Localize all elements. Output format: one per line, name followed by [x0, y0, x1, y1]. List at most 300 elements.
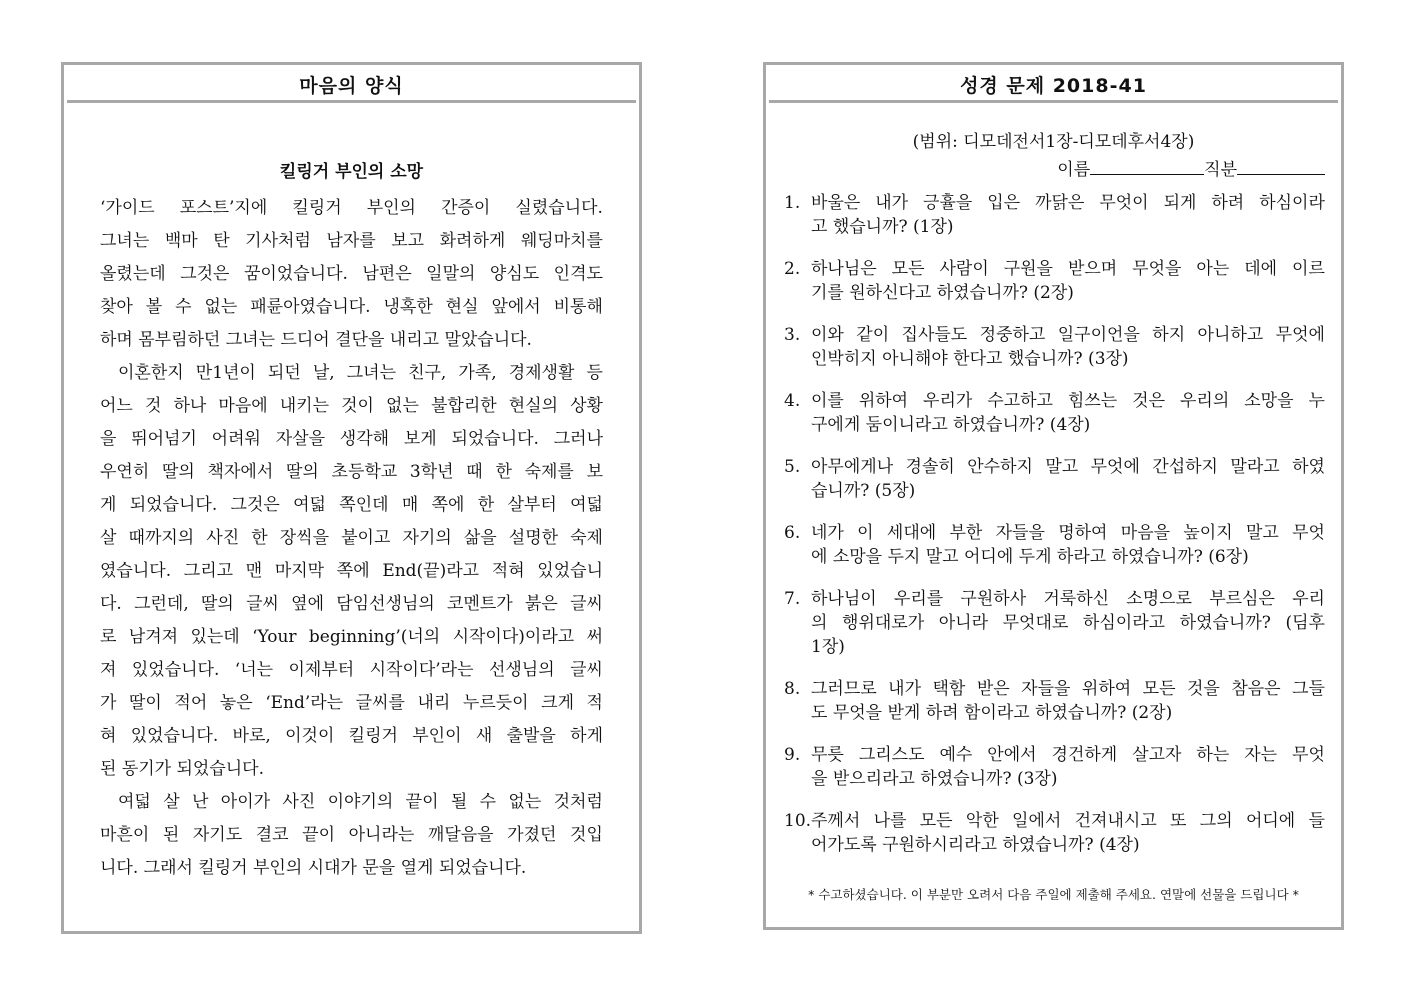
question-word: 누 [1308, 391, 1325, 411]
question-item [784, 455, 1325, 503]
question-word: 세대에 [886, 523, 937, 543]
story-word: 딸의 [161, 462, 195, 482]
story-word: 난 [191, 792, 209, 812]
story-word: 탄 [213, 231, 230, 251]
devotional-header [67, 68, 636, 103]
question-word: 하려 [1211, 193, 1245, 213]
story-word: beginning’(너의 [308, 627, 441, 647]
question-word: 수고하고 [987, 391, 1053, 411]
question-word: 살고자 [1132, 745, 1182, 765]
question-word: 정중하고 [979, 325, 1046, 345]
question-item [784, 809, 1325, 857]
story-word: 앞에서 [491, 297, 541, 317]
story-word: 아이가 [220, 792, 271, 812]
question-item [784, 587, 1325, 659]
question-word: 내가 [888, 679, 922, 699]
story-word: 하나 [173, 396, 207, 416]
story-word: 친구, [408, 363, 447, 383]
story-word: 남편은 [362, 264, 412, 284]
question-word: 말라고 [1230, 457, 1280, 477]
question-word: 일에서 [1012, 811, 1062, 831]
question-word: 하심이라고 [1082, 613, 1166, 633]
question-word: 부한 [949, 523, 983, 543]
question-word: 바울은 [811, 193, 861, 213]
question-word: 나를 [873, 811, 907, 831]
story-word: ‘너는 [234, 660, 274, 680]
story-word: 딸이 [128, 693, 162, 713]
story-word: 여덟 [118, 792, 151, 812]
question-line [811, 389, 1325, 413]
story-word: 붙이고 [341, 528, 391, 548]
question-word: 이와 [811, 325, 844, 345]
question-word: 그들 [1292, 679, 1325, 699]
story-word: 있었습니 [537, 561, 603, 581]
story-word: 어려워 [211, 429, 261, 449]
story-line [100, 687, 603, 720]
story-word: 한 [477, 495, 495, 515]
story-word: 간증이 [441, 198, 491, 218]
question-word: 같이 [856, 325, 890, 345]
question-word: 우리 [1292, 589, 1325, 609]
story-line [100, 555, 603, 588]
question-word: 소망을 [1244, 391, 1294, 411]
question-line: 에 소망을 두지 말고 어디에 두게 하라고 하였습니까? (6장) [811, 547, 1249, 567]
question-word: 무엇 [1292, 745, 1325, 765]
question-word: 받으며 [1067, 259, 1118, 279]
story-word: 보고 [391, 231, 425, 251]
story-word: 부인의 [366, 198, 416, 218]
story-word: 맨 [245, 561, 263, 581]
story-word: 이야기의 [327, 792, 394, 812]
question-word: 하였 [1292, 457, 1325, 477]
story-word: 때 [466, 462, 483, 482]
question-line [811, 677, 1325, 701]
story-word: 자기도 [192, 825, 243, 845]
question-word: 예수 [939, 745, 973, 765]
devotional-panel [61, 62, 642, 934]
question-number: 6. [784, 523, 801, 543]
story-word: 이혼한지 [118, 363, 184, 383]
question-word: 것은 [1132, 391, 1166, 411]
story-word: 끝이 [405, 792, 439, 812]
question-word: 것을 [1186, 679, 1220, 699]
story-word: 장씩을 [279, 528, 330, 548]
story-word: 자살을 [275, 429, 325, 449]
question-line: 구에게 둠이니라고 하였습니까? (4장) [811, 415, 1091, 435]
story-line [100, 390, 603, 423]
question-word: 하심이라 [1259, 193, 1325, 213]
story-word: 깨달음을 [427, 825, 494, 845]
story-word: 져 [100, 660, 117, 680]
story-word: 담임선생님의 [336, 594, 435, 614]
story-line [100, 456, 603, 489]
story-word: 되었습니다. [451, 429, 539, 449]
question-word: 하나님이 [811, 589, 877, 609]
story-title: 킬링거 부인의 소망 [279, 162, 424, 182]
story-word: ‘Your [252, 627, 297, 647]
story-word: 남자를 [326, 231, 376, 251]
question-line [811, 455, 1325, 479]
story-word: 그런데, [134, 594, 189, 614]
question-word: 긍휼을 [923, 193, 973, 213]
story-word: 을 [100, 429, 117, 449]
story-word: 코멘트가 [447, 594, 513, 614]
question-word: 구원하사 [960, 589, 1027, 609]
story-line [100, 654, 603, 687]
story-word: 있었습니다. [130, 726, 219, 746]
quiz-header-title: 성경 문제 2018-41 [960, 74, 1147, 97]
question-word: 이를 [811, 391, 844, 411]
story-word: 것 [144, 396, 162, 416]
story-word: 가졌던 [507, 825, 557, 845]
story-word: 포스트’지에 [179, 198, 268, 218]
question-word: 네가 [811, 523, 844, 543]
story-word: 시작이다)이라고 [452, 627, 575, 647]
question-line [811, 323, 1325, 347]
story-word: 될 [450, 792, 468, 812]
question-word: 들 [1308, 811, 1325, 831]
story-word: 그리고 [183, 561, 234, 581]
position-label: 직분 [1204, 160, 1237, 180]
story-line: 된 동기가 되었습니다. [100, 759, 265, 779]
question-word: 받은 [976, 679, 1010, 699]
question-word: 그의 [1199, 811, 1233, 831]
story-word: 옆에 [291, 594, 325, 614]
question-word: 일구이언을 [1057, 325, 1140, 345]
story-word: 로 [100, 627, 117, 647]
question-line: 어가도록 구원하시리라고 하였습니까? (4장) [811, 835, 1140, 855]
question-word: 주께서 [811, 811, 861, 831]
story-word: 그러나 [553, 429, 603, 449]
question-word: 모든 [891, 259, 925, 279]
question-word: 하는 [1196, 745, 1230, 765]
story-word: 경제생활 [508, 363, 575, 383]
story-word: 양심도 [489, 264, 540, 284]
story-word: 적 [586, 693, 603, 713]
question-item [784, 521, 1325, 569]
question-line: 고 했습니까? (1장) [811, 217, 954, 237]
story-word: 쪽에 [431, 495, 465, 515]
question-word: 데에 [1244, 259, 1278, 279]
story-word: 글씨 [570, 594, 603, 614]
question-word: 명하여 [1058, 523, 1108, 543]
question-word: 무엇을 [1132, 259, 1182, 279]
story-word: 비통해 [553, 297, 603, 317]
story-word: 불합리한 [430, 396, 497, 416]
question-line: 도 무엇을 받게 하려 함이라고 하였습니까? (2장) [811, 703, 1173, 723]
story-word: 하게 [570, 726, 603, 746]
question-word: 이르 [1292, 259, 1325, 279]
story-line [100, 819, 603, 852]
story-word: 없는 [204, 297, 238, 317]
question-line [811, 587, 1325, 611]
question-word: 소명으로 [1126, 589, 1192, 609]
story-word: 올렸는데 [100, 264, 166, 284]
story-word: 볼 [145, 297, 163, 317]
story-word: 때까지의 [128, 528, 195, 548]
quiz-range: (범위: 디모데전서1장-디모데후서4장) [912, 132, 1195, 152]
story-word: 되던 [267, 363, 301, 383]
question-word: 이 [857, 523, 874, 543]
story-word: 그녀는 [346, 363, 397, 383]
question-word: 우리의 [1179, 391, 1230, 411]
story-text [100, 192, 603, 885]
story-word: 삶을 [463, 528, 497, 548]
story-word: ‘End’라는 [265, 693, 344, 713]
question-number: 1. [784, 193, 801, 213]
name-label: 이름 [1057, 160, 1091, 180]
submission-note: * 수고하셨습니다. 이 부분만 오려서 다음 주일에 제출해 주세요. 연말에 선물을 드립니다 * [808, 887, 1299, 902]
story-word: 어느 [100, 396, 133, 416]
story-line [100, 192, 603, 225]
story-word: 써 [586, 627, 603, 647]
question-word: 위하여 [858, 391, 909, 411]
story-word: 부인이 [412, 726, 462, 746]
story-word: 수 [175, 297, 192, 317]
question-word: 의 [811, 613, 828, 633]
story-word: 현실 [445, 297, 479, 317]
story-word: 이것이 [285, 726, 335, 746]
question-line [811, 743, 1325, 767]
story-line [100, 621, 603, 654]
story-word: 보게 [403, 429, 437, 449]
story-line [100, 225, 603, 258]
question-word: 거룩하신 [1043, 589, 1110, 609]
story-word: 수 [479, 792, 497, 812]
question-word: 말고 [1245, 523, 1279, 543]
story-word: 사진 [282, 792, 316, 812]
story-word: 아니라는 [348, 825, 415, 845]
story-word: 매 [401, 495, 419, 515]
story-word: 있었습니다. [131, 660, 220, 680]
question-number: 10. [784, 811, 812, 831]
story-word: 웨딩마치를 [520, 231, 603, 251]
story-word: 만1년이 [195, 363, 256, 383]
story-word: 내리 [417, 693, 451, 713]
story-word: 다. [100, 594, 122, 614]
question-word: 그러므로 [811, 679, 877, 699]
question-item [784, 743, 1325, 791]
story-word: 딸의 [285, 462, 319, 482]
question-line [811, 257, 1325, 281]
question-word: 간섭하지 [1152, 457, 1218, 477]
story-word: 내키는 [279, 396, 330, 416]
story-word: 그녀는 [100, 231, 150, 251]
story-word: 한 [251, 528, 268, 548]
question-word: 하지 [1152, 325, 1186, 345]
story-word: 혀 [100, 726, 117, 746]
question-item [784, 323, 1325, 371]
question-word: 사람이 [939, 259, 989, 279]
story-word: 일말의 [426, 264, 476, 284]
story-line [100, 291, 603, 324]
story-word: 그것은 [230, 495, 280, 515]
question-word: 되게 [1163, 193, 1197, 213]
question-word: 경솔히 [905, 457, 955, 477]
story-word: 가 [100, 693, 117, 713]
story-word: 한 [495, 462, 512, 482]
story-word: 자기의 [402, 528, 452, 548]
question-word: 안에서 [987, 745, 1037, 765]
story-word: 것이 [341, 396, 374, 416]
question-line [811, 191, 1325, 215]
question-word: 내가 [875, 193, 909, 213]
story-word: End(끝)라고 [382, 561, 480, 581]
devotional-body [100, 157, 603, 885]
story-word: 살 [163, 792, 180, 812]
story-word: 게 [100, 495, 117, 515]
question-word: 하나님은 [811, 259, 877, 279]
question-word: (딤후 [1285, 613, 1325, 633]
story-line: 하며 몸부림하던 그녀는 드디어 결단을 내리고 말았습니다. [100, 330, 532, 350]
story-word: 킬링거 [348, 726, 398, 746]
question-item [784, 389, 1325, 437]
story-word: 되었습니다. [129, 495, 218, 515]
story-word: 쪽인데 [339, 495, 389, 515]
question-word: 위하여 [1081, 679, 1132, 699]
name-blank-field[interactable] [1090, 158, 1204, 175]
story-word: 초등학교 [331, 462, 398, 482]
story-word: 것입 [570, 825, 603, 845]
question-word: 하였습니까? [1179, 613, 1271, 633]
story-line [100, 357, 603, 390]
story-word: 생각해 [339, 429, 390, 449]
question-number: 2. [784, 259, 801, 279]
story-line [100, 786, 603, 819]
question-number: 5. [784, 457, 801, 477]
story-word: 숙제를 [524, 462, 574, 482]
story-word: 마음에 [218, 396, 268, 416]
question-number: 4. [784, 391, 801, 411]
story-word: 상황 [570, 396, 603, 416]
question-line [811, 809, 1325, 833]
story-line [100, 489, 603, 522]
question-word: 무엇에 [1090, 457, 1140, 477]
story-word: 마흔이 [100, 825, 150, 845]
question-word: 아무에게나 [811, 457, 894, 477]
story-word: 선생님의 [488, 660, 555, 680]
story-word: 킬링거 [292, 198, 342, 218]
question-word: 악한 [965, 811, 999, 831]
question-item [784, 191, 1325, 239]
question-word: 자들을 [1021, 679, 1071, 699]
question-word: 말고 [1045, 457, 1079, 477]
story-word: 인격도 [553, 264, 603, 284]
story-word: 여덟 [570, 495, 603, 515]
question-word: 아는 [1196, 259, 1230, 279]
quiz-header [769, 68, 1338, 103]
story-word: 크게 [541, 693, 574, 713]
question-word: 경건하게 [1051, 745, 1118, 765]
story-word: 살 [100, 528, 117, 548]
question-word: 까닭은 [1035, 193, 1085, 213]
question-number: 7. [784, 589, 801, 609]
question-line [811, 611, 1325, 635]
story-word: 출발을 [506, 726, 556, 746]
question-word: 높이지 [1183, 523, 1233, 543]
question-word: 입은 [987, 193, 1021, 213]
story-word: 이제부터 [288, 660, 355, 680]
question-word: 어디에 [1245, 811, 1296, 831]
name-position-line [1057, 155, 1325, 180]
story-word: 마지막 [274, 561, 325, 581]
devotional-header-title: 마음의 양식 [299, 74, 404, 97]
story-word: 없는 [508, 792, 542, 812]
story-word: 냉혹한 [383, 297, 433, 317]
question-number: 3. [784, 325, 801, 345]
question-word: 아니하고 [1197, 325, 1264, 345]
question-word: 자들을 [995, 523, 1045, 543]
story-word: 여덟 [293, 495, 326, 515]
story-word: 남겨져 [128, 627, 179, 647]
story-word: 등 [586, 363, 603, 383]
story-word: 시작이다’라는 [369, 660, 474, 680]
story-word: 적어 [174, 693, 208, 713]
question-word: 마음을 [1120, 523, 1171, 543]
story-word: 누르듯이 [462, 693, 529, 713]
story-word: 현실의 [508, 396, 559, 416]
story-word: 백마 [164, 231, 198, 251]
story-word: 살부터 [507, 495, 557, 515]
position-blank-field[interactable] [1237, 158, 1325, 175]
story-word: 쪽에 [336, 561, 370, 581]
question-number: 8. [784, 679, 801, 699]
story-word: 기사처럼 [245, 231, 311, 251]
story-line [100, 258, 603, 291]
question-line: 인박히지 아니해야 한다고 했습니까? (3장) [811, 349, 1129, 369]
question-number: 9. [784, 745, 801, 765]
story-word: 가족, [458, 363, 497, 383]
story-line [100, 423, 603, 456]
story-word: 된 [162, 825, 180, 845]
story-word: ‘가이드 [100, 198, 155, 218]
story-word: 붉은 [524, 594, 558, 614]
story-word: 그것은 [180, 264, 230, 284]
story-word: 끝이 [302, 825, 336, 845]
story-word: 바로, [232, 726, 271, 746]
question-line [811, 521, 1325, 545]
story-word: 꿈이었습니다. [243, 264, 348, 284]
question-item [784, 257, 1325, 305]
question-line: 기를 원하신다고 하였습니까? (2장) [811, 283, 1074, 303]
story-word: 보 [586, 462, 603, 482]
question-word: 힘쓰는 [1067, 391, 1118, 411]
story-word: 설명한 [508, 528, 559, 548]
question-word: 무릇 [811, 745, 844, 765]
story-word: 것처럼 [553, 792, 603, 812]
story-word: 뛰어넘기 [131, 429, 197, 449]
question-word: 무엇에 [1275, 325, 1325, 345]
question-word: 우리를 [893, 589, 944, 609]
story-word: 실렸습니다. [515, 198, 603, 218]
question-line: 1장) [811, 637, 845, 657]
story-word: 글씨 [570, 660, 603, 680]
question-word: 부르심은 [1209, 589, 1275, 609]
question-word: 안수하지 [967, 457, 1033, 477]
story-word: 였습니다. [100, 561, 172, 581]
story-word: 있는데 [190, 627, 240, 647]
story-word: 새 [475, 726, 493, 746]
story-word: 3학년 [409, 462, 454, 482]
story-word: 글씨 [246, 594, 279, 614]
story-word: 패륜아였습니다. [250, 297, 371, 317]
question-word: 택함 [932, 679, 966, 699]
question-word: 아니라 [938, 613, 989, 633]
story-line [100, 588, 603, 621]
story-line: 니다. 그래서 킬링거 부인의 시대가 문을 열게 되었습니다. [100, 858, 527, 878]
question-word: 모든 [1142, 679, 1176, 699]
story-word: 적혀 [491, 561, 525, 581]
